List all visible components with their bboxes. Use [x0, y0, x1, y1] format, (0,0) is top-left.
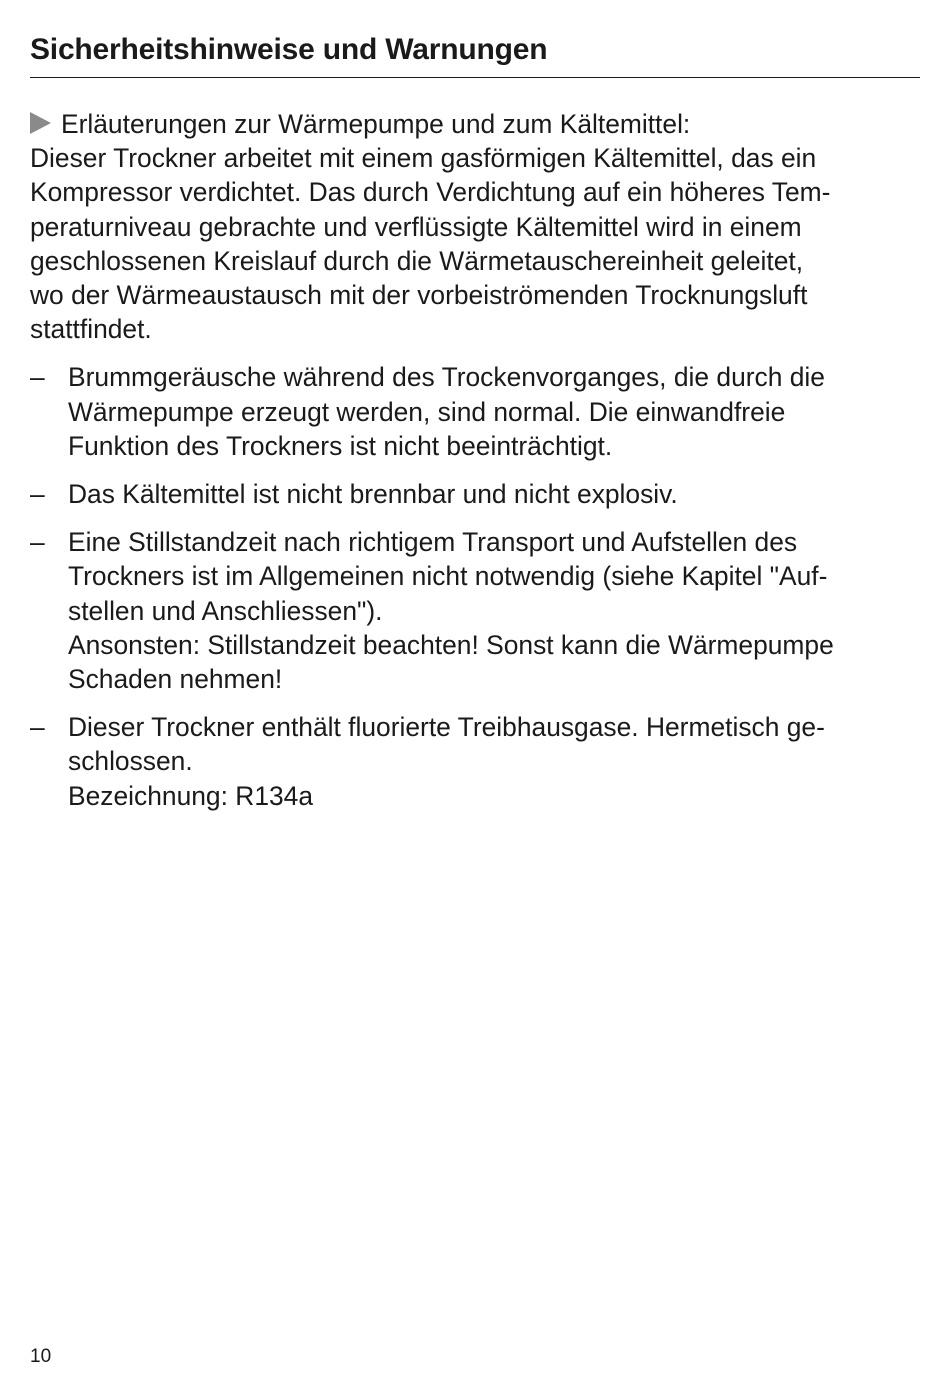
page-title: Sicherheitshinweise und Warnungen	[30, 33, 548, 66]
intro-line: wo der Wärmeaustausch mit der vorbeiströmenden Trocknungsluft	[30, 280, 808, 311]
dash-bullet: –	[30, 362, 45, 393]
list-item-line: Trockners ist im Allgemeinen nicht notwendig (siehe Kapitel "Auf-	[68, 561, 828, 592]
list-item-line: schlossen.	[68, 746, 193, 777]
dash-bullet: –	[30, 479, 45, 510]
section-heading	[30, 107, 920, 141]
list-item-line: Bezeichnung: R134a	[68, 780, 314, 811]
document-body	[30, 107, 920, 827]
intro-line: Dieser Trockner arbeitet mit einem gasförmigen Kältemittel, das ein	[30, 143, 817, 174]
list-item-line: Dieser Trockner enthält fluorierte Treibhausgase. Hermetisch ge-	[68, 712, 825, 743]
intro-line: peraturniveau gebrachte und verflüssigte Kältemittel wird in einem	[30, 211, 802, 242]
list-item	[30, 525, 920, 696]
list-item-line: Funktion des Trockners ist nicht beeinträchtigt.	[68, 430, 613, 461]
list-item-line: Ansonsten: Stillstandzeit beachten! Sonst kann die Wärmepumpe	[68, 629, 834, 660]
intro-line: Kompressor verdichtet. Das durch Verdichtung auf ein höheres Tem-	[30, 177, 831, 208]
list-item-line: stellen und Anschliessen").	[68, 595, 383, 626]
page-number: 10	[30, 1346, 52, 1367]
list-item-line: Eine Stillstandzeit nach richtigem Transport und Aufstellen des	[68, 527, 798, 558]
list-item-line: Brummgeräusche während des Trockenvorganges, die durch die	[68, 362, 825, 393]
intro-paragraph	[30, 141, 920, 346]
dash-bullet: –	[30, 712, 45, 743]
section-heading-text: Erläuterungen zur Wärmepumpe und zum Kältemittel:	[61, 109, 691, 139]
bullet-list	[30, 360, 920, 812]
title-divider	[30, 77, 920, 78]
list-item-line: Schaden nehmen!	[68, 664, 283, 695]
list-item	[30, 477, 920, 511]
intro-line: geschlossenen Kreislauf durch die Wärmetauschereinheit geleitet,	[30, 245, 804, 276]
list-item-line: Das Kältemittel ist nicht brennbar und nicht explosiv.	[68, 479, 678, 510]
list-item	[30, 360, 920, 463]
triangle-right-icon	[30, 112, 51, 134]
dash-bullet: –	[30, 527, 45, 558]
list-item-line: Wärmepumpe erzeugt werden, sind normal. Die einwandfreie	[68, 396, 786, 427]
intro-line: stattfindet.	[30, 314, 152, 345]
list-item	[30, 710, 920, 813]
